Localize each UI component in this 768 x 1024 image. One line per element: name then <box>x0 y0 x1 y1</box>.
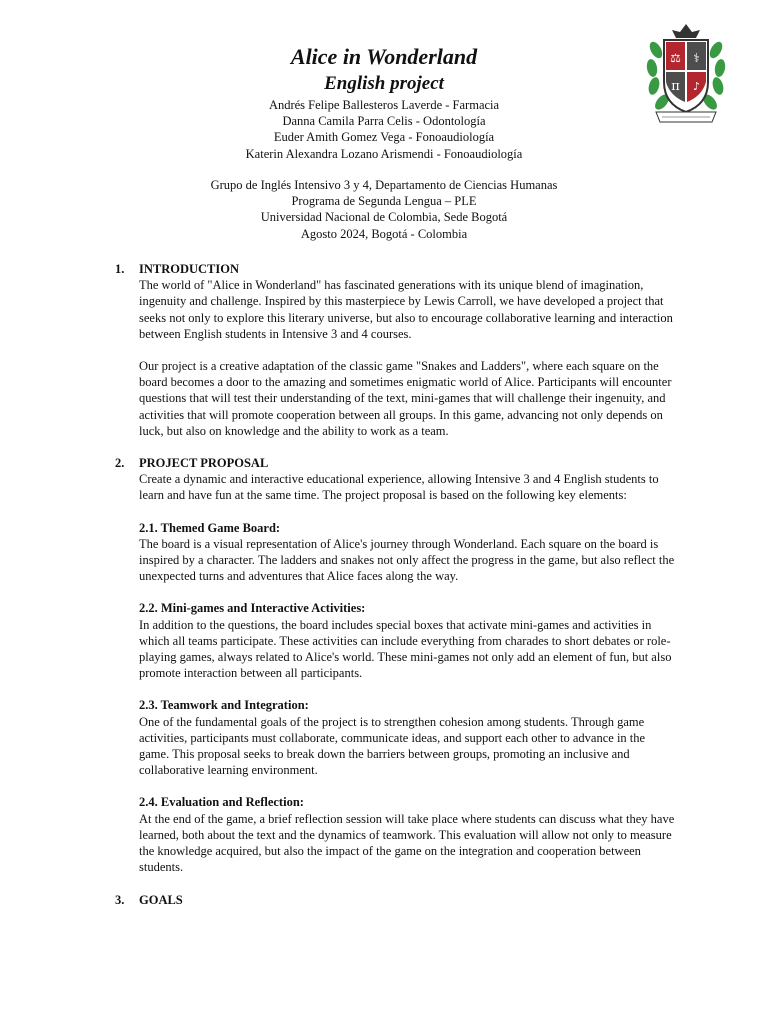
svg-text:π: π <box>671 79 680 94</box>
paragraph: At the end of the game, a brief reflection session will take place where students can discuss what they have learned, both about the text and the dynamics of teamwork. This evaluation will allow not only to measure the knowledge acquired, but also the impact of the game on the integration and cooperation between students. <box>139 811 675 875</box>
svg-text:♪: ♪ <box>692 80 701 93</box>
affiliation-line: Universidad Nacional de Colombia, Sede Bogotá <box>260 210 508 225</box>
section-number: 1. <box>115 262 125 276</box>
svg-text:⚕: ⚕ <box>693 51 700 65</box>
affiliation-line: Agosto 2024, Bogotá - Colombia <box>300 226 468 241</box>
section-introduction <box>115 261 675 439</box>
subsection-heading: 2.3. Teamwork and Integration: <box>139 698 309 713</box>
subsection-heading: 2.4. Evaluation and Reflection: <box>139 795 304 810</box>
section-heading: GOALS <box>139 892 183 907</box>
svg-text:⚖: ⚖ <box>670 51 681 65</box>
paragraph: Our project is a creative adaptation of the classic game "Snakes and Ladders", where each square on the board becomes a door to the amazing and sometimes enigmatic world of Alice. Participants will encounter questions that will test their understanding of the text, mini-games that will challenge their ingenuity, and activities that will promote cooperation between all groups. In this game, advancing not only depends on luck, but also on knowledge and the ability to work as a team. <box>139 359 672 438</box>
section-heading: INTRODUCTION <box>139 262 240 276</box>
paragraph: Create a dynamic and interactive educational experience, allowing Intensive 3 and 4 English students to learn and have fun at the same time. The project proposal is based on the following key elements: <box>139 472 659 503</box>
document-subtitle: English project <box>324 73 444 94</box>
subsection-heading: 2.2. Mini-games and Interactive Activities: <box>139 601 366 616</box>
document-body <box>115 261 675 908</box>
paragraph: The board is a visual representation of Alice's journey through Wonderland. Each square on the board is inspired by a character. The ladders and snakes not only affect the progress in the game, but also reflect the unexpected turns and adventures that Alice faces along the way. <box>139 536 675 584</box>
paragraph: One of the fundamental goals of the project is to strengthen cohesion among students. Through game activities, participants must collaborate, communicate ideas, and support each other to advance in the game. This proposal seeks to break down the barriers between groups, promoting an inclusive and collaborative learning environment. <box>139 714 646 778</box>
document-title: Alice in Wonderland <box>290 44 478 69</box>
author-line: Euder Amith Gomez Vega - Fonoaudiología <box>273 130 495 145</box>
subsection-heading: 2.1. Themed Game Board: <box>139 520 281 535</box>
author-line: Katerin Alexandra Lozano Arismendi - Fonoaudiología <box>245 146 523 161</box>
author-line: Danna Camila Parra Celis - Odontología <box>282 114 486 129</box>
section-heading: PROJECT PROPOSAL <box>139 456 269 471</box>
section-goals <box>115 892 675 908</box>
affiliation-line: Programa de Segunda Lengua – PLE <box>291 194 477 209</box>
section-project-proposal <box>115 455 675 875</box>
section-number: 2. <box>115 456 125 471</box>
paragraph: In addition to the questions, the board includes special boxes that activate mini-games and activities in which all teams participate. These activities can include everything from charades to short debates or role-playing games, always related to Alice's world. These mini-games not only add an element of fun, but also promote interaction between all participants. <box>139 617 672 681</box>
section-number: 3. <box>115 892 125 907</box>
author-line: Andrés Felipe Ballesteros Laverde - Farmacia <box>268 98 500 112</box>
affiliation-block <box>0 177 768 242</box>
affiliation-line: Grupo de Inglés Intensivo 3 y 4, Departamento de Ciencias Humanas <box>210 178 558 192</box>
university-crest-logo <box>646 20 726 132</box>
paragraph: The world of "Alice in Wonderland" has fascinated generations with its unique blend of imagination, ingenuity and challenge. Inspired by this masterpiece by Lewis Carroll, we have developed a project that seeks not only to explore this literary universe, but also to encourage collaborative learning and interaction between English students in Intensive 3 and 4 courses. <box>139 278 673 341</box>
